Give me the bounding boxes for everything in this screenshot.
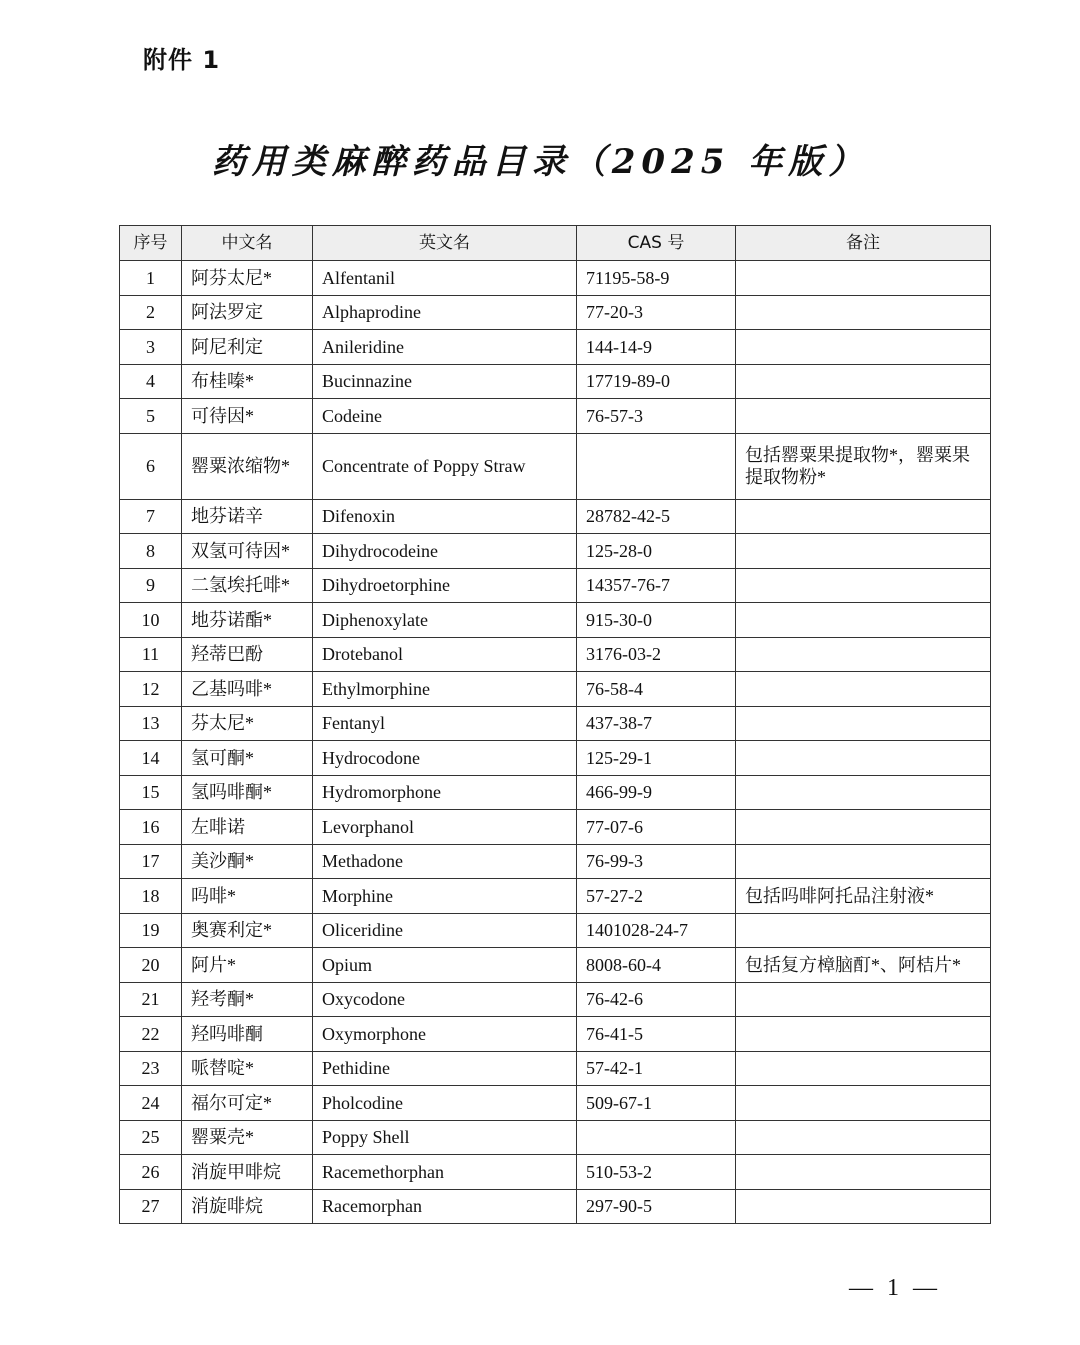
header-remarks: 备注 — [736, 226, 991, 261]
remarks-cell — [736, 499, 991, 534]
cas-cell: 57-27-2 — [577, 879, 736, 914]
seq-cell: 3 — [120, 330, 182, 365]
english-name-cell: Pethidine — [313, 1051, 577, 1086]
table-row — [120, 1086, 991, 1121]
cas-cell: 466-99-9 — [577, 775, 736, 810]
header-seq: 序号 — [120, 226, 182, 261]
remarks-cell — [736, 1189, 991, 1224]
english-name-cell: Oliceridine — [313, 913, 577, 948]
seq-cell: 2 — [120, 295, 182, 330]
cas-cell — [577, 433, 736, 499]
seq-cell: 22 — [120, 1017, 182, 1052]
remarks-cell — [736, 844, 991, 879]
seq-cell: 8 — [120, 534, 182, 569]
cas-cell: 8008-60-4 — [577, 948, 736, 983]
cas-cell: 77-20-3 — [577, 295, 736, 330]
seq-cell: 24 — [120, 1086, 182, 1121]
table-row — [120, 399, 991, 434]
chinese-name-cell: 二氢埃托啡* — [182, 568, 313, 603]
cas-cell: 125-29-1 — [577, 741, 736, 776]
english-name-cell: Oxymorphone — [313, 1017, 577, 1052]
cas-cell: 125-28-0 — [577, 534, 736, 569]
chinese-name-cell: 氢吗啡酮* — [182, 775, 313, 810]
table-header-row — [120, 226, 991, 261]
seq-cell: 17 — [120, 844, 182, 879]
remarks-cell — [736, 741, 991, 776]
chinese-name-cell: 罂粟壳* — [182, 1120, 313, 1155]
remarks-cell — [736, 364, 991, 399]
english-name-cell: Poppy Shell — [313, 1120, 577, 1155]
table-row — [120, 913, 991, 948]
cas-cell: 77-07-6 — [577, 810, 736, 845]
seq-cell: 9 — [120, 568, 182, 603]
english-name-cell: Dihydroetorphine — [313, 568, 577, 603]
cas-cell: 76-99-3 — [577, 844, 736, 879]
chinese-name-cell: 美沙酮* — [182, 844, 313, 879]
remarks-cell — [736, 706, 991, 741]
chinese-name-cell: 布桂嗪* — [182, 364, 313, 399]
seq-cell: 21 — [120, 982, 182, 1017]
table-row — [120, 1155, 991, 1190]
cas-cell: 915-30-0 — [577, 603, 736, 638]
chinese-name-cell: 双氢可待因* — [182, 534, 313, 569]
english-name-cell: Codeine — [313, 399, 577, 434]
table-row — [120, 637, 991, 672]
english-name-cell: Methadone — [313, 844, 577, 879]
cas-cell: 76-41-5 — [577, 1017, 736, 1052]
table-row — [120, 603, 991, 638]
table-row — [120, 499, 991, 534]
remarks-cell — [736, 672, 991, 707]
remarks-cell — [736, 810, 991, 845]
english-name-cell: Dihydrocodeine — [313, 534, 577, 569]
cas-cell: 144-14-9 — [577, 330, 736, 365]
english-name-cell: Anileridine — [313, 330, 577, 365]
cas-cell: 510-53-2 — [577, 1155, 736, 1190]
chinese-name-cell: 消旋啡烷 — [182, 1189, 313, 1224]
table-row — [120, 948, 991, 983]
table-row — [120, 1017, 991, 1052]
english-name-cell: Difenoxin — [313, 499, 577, 534]
cas-cell: 28782-42-5 — [577, 499, 736, 534]
cas-cell: 437-38-7 — [577, 706, 736, 741]
chinese-name-cell: 地芬诺酯* — [182, 603, 313, 638]
seq-cell: 1 — [120, 261, 182, 296]
seq-cell: 10 — [120, 603, 182, 638]
english-name-cell: Hydromorphone — [313, 775, 577, 810]
table-row — [120, 844, 991, 879]
seq-cell: 19 — [120, 913, 182, 948]
table-row — [120, 364, 991, 399]
page-number: — 1 — — [849, 1275, 941, 1301]
cas-cell: 1401028-24-7 — [577, 913, 736, 948]
remarks-cell — [736, 1155, 991, 1190]
english-name-cell: Concentrate of Poppy Straw — [313, 433, 577, 499]
cas-cell: 76-42-6 — [577, 982, 736, 1017]
table-row — [120, 810, 991, 845]
table-row — [120, 1120, 991, 1155]
chinese-name-cell: 哌替啶* — [182, 1051, 313, 1086]
remarks-cell — [736, 603, 991, 638]
seq-cell: 18 — [120, 879, 182, 914]
english-name-cell: Morphine — [313, 879, 577, 914]
chinese-name-cell: 奥赛利定* — [182, 913, 313, 948]
header-cas-number: CAS 号 — [577, 226, 736, 261]
chinese-name-cell: 阿芬太尼* — [182, 261, 313, 296]
english-name-cell: Pholcodine — [313, 1086, 577, 1121]
cas-cell: 71195-58-9 — [577, 261, 736, 296]
seq-cell: 6 — [120, 433, 182, 499]
remarks-cell — [736, 775, 991, 810]
remarks-cell — [736, 1086, 991, 1121]
cas-cell: 14357-76-7 — [577, 568, 736, 603]
english-name-cell: Hydrocodone — [313, 741, 577, 776]
chinese-name-cell: 左啡诺 — [182, 810, 313, 845]
chinese-name-cell: 羟吗啡酮 — [182, 1017, 313, 1052]
english-name-cell: Levorphanol — [313, 810, 577, 845]
seq-cell: 26 — [120, 1155, 182, 1190]
cas-cell: 509-67-1 — [577, 1086, 736, 1121]
chinese-name-cell: 氢可酮* — [182, 741, 313, 776]
remarks-cell — [736, 261, 991, 296]
table-row — [120, 295, 991, 330]
header-english-name: 英文名 — [313, 226, 577, 261]
remarks-cell — [736, 913, 991, 948]
cas-cell: 297-90-5 — [577, 1189, 736, 1224]
seq-cell: 13 — [120, 706, 182, 741]
cas-cell: 76-57-3 — [577, 399, 736, 434]
remarks-cell: 包括复方樟脑酊*、阿桔片* — [736, 948, 991, 983]
chinese-name-cell: 羟考酮* — [182, 982, 313, 1017]
chinese-name-cell: 阿尼利定 — [182, 330, 313, 365]
table-row — [120, 982, 991, 1017]
remarks-cell: 包括吗啡阿托品注射液* — [736, 879, 991, 914]
seq-cell: 4 — [120, 364, 182, 399]
english-name-cell: Bucinnazine — [313, 364, 577, 399]
seq-cell: 15 — [120, 775, 182, 810]
chinese-name-cell: 羟蒂巴酚 — [182, 637, 313, 672]
table-row — [120, 261, 991, 296]
remarks-cell — [736, 295, 991, 330]
remarks-cell — [736, 568, 991, 603]
cas-cell: 17719-89-0 — [577, 364, 736, 399]
drug-catalog-table — [119, 225, 991, 1224]
cas-cell: 76-58-4 — [577, 672, 736, 707]
seq-cell: 27 — [120, 1189, 182, 1224]
english-name-cell: Fentanyl — [313, 706, 577, 741]
remarks-cell — [736, 534, 991, 569]
table-row — [120, 568, 991, 603]
cas-cell: 57-42-1 — [577, 1051, 736, 1086]
seq-cell: 7 — [120, 499, 182, 534]
attachment-label: 附件 1 — [143, 46, 221, 74]
header-chinese-name: 中文名 — [182, 226, 313, 261]
seq-cell: 12 — [120, 672, 182, 707]
table-row — [120, 433, 991, 499]
remarks-cell — [736, 637, 991, 672]
table-body — [120, 261, 991, 1224]
document-title: 药用类麻醉药品目录（2025 年版） — [211, 142, 869, 182]
english-name-cell: Alphaprodine — [313, 295, 577, 330]
english-name-cell: Opium — [313, 948, 577, 983]
chinese-name-cell: 乙基吗啡* — [182, 672, 313, 707]
remarks-cell — [736, 1051, 991, 1086]
cas-cell: 3176-03-2 — [577, 637, 736, 672]
english-name-cell: Oxycodone — [313, 982, 577, 1017]
table-row — [120, 1189, 991, 1224]
remarks-cell — [736, 982, 991, 1017]
remarks-cell — [736, 1017, 991, 1052]
chinese-name-cell: 芬太尼* — [182, 706, 313, 741]
seq-cell: 20 — [120, 948, 182, 983]
table-row — [120, 1051, 991, 1086]
table-row — [120, 741, 991, 776]
english-name-cell: Racemorphan — [313, 1189, 577, 1224]
chinese-name-cell: 福尔可定* — [182, 1086, 313, 1121]
english-name-cell: Alfentanil — [313, 261, 577, 296]
remarks-cell — [736, 330, 991, 365]
chinese-name-cell: 消旋甲啡烷 — [182, 1155, 313, 1190]
table-row — [120, 706, 991, 741]
table-row — [120, 534, 991, 569]
remarks-cell — [736, 1120, 991, 1155]
seq-cell: 14 — [120, 741, 182, 776]
chinese-name-cell: 可待因* — [182, 399, 313, 434]
seq-cell: 5 — [120, 399, 182, 434]
table-row — [120, 775, 991, 810]
chinese-name-cell: 阿法罗定 — [182, 295, 313, 330]
table-row — [120, 330, 991, 365]
seq-cell: 16 — [120, 810, 182, 845]
chinese-name-cell: 阿片* — [182, 948, 313, 983]
english-name-cell: Drotebanol — [313, 637, 577, 672]
seq-cell: 25 — [120, 1120, 182, 1155]
seq-cell: 11 — [120, 637, 182, 672]
remarks-cell: 包括罂粟果提取物*，罂粟果提取物粉* — [736, 433, 991, 499]
english-name-cell: Ethylmorphine — [313, 672, 577, 707]
chinese-name-cell: 罂粟浓缩物* — [182, 433, 313, 499]
remarks-cell — [736, 399, 991, 434]
english-name-cell: Diphenoxylate — [313, 603, 577, 638]
chinese-name-cell: 吗啡* — [182, 879, 313, 914]
cas-cell — [577, 1120, 736, 1155]
table-row — [120, 879, 991, 914]
seq-cell: 23 — [120, 1051, 182, 1086]
chinese-name-cell: 地芬诺辛 — [182, 499, 313, 534]
english-name-cell: Racemethorphan — [313, 1155, 577, 1190]
table-row — [120, 672, 991, 707]
